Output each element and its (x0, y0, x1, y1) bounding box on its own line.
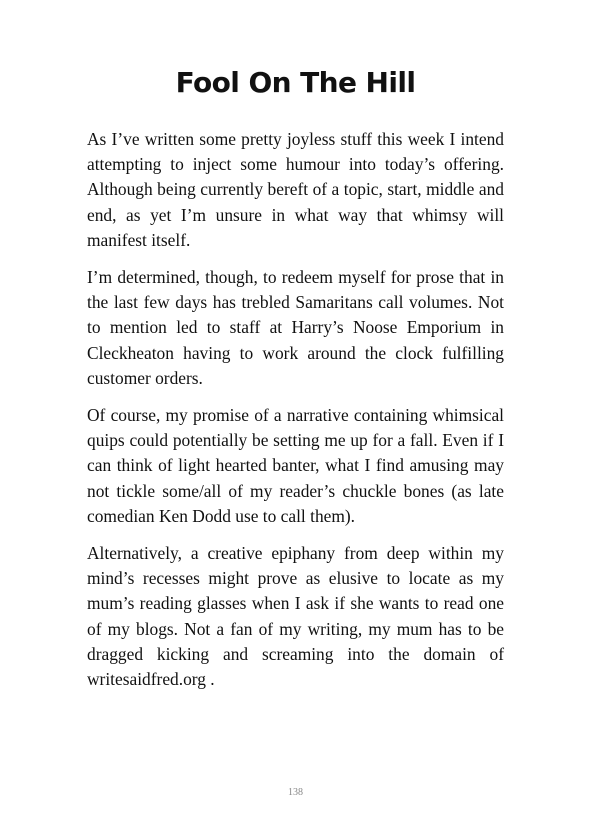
paragraph-4: Alternatively, a creative epiphany from deep within my mind’s recesses might prove as elusive to locate as my mum’s reading glasses when I ask if she wants to read one of my blogs. Not a fan of my writing, my mum has to be dragged kicking and screaming into the domain of writesaidfred.org . (87, 543, 504, 690)
page-number: 138 (288, 787, 303, 798)
paragraph-2: I’m determined, though, to redeem myself for prose that in the last few days has trebled Samaritans call volumes. Not to mention led to staff at Harry’s Noose Emporium in Cleckheaton having to work around the clock fulfilling customer orders. (87, 267, 504, 388)
paragraph-3: Of course, my promise of a narrative containing whimsical quips could potentially be setting me up for a fall. Even if I can think of light hearted banter, what I find amusing may not tickle some/all of my reader’s chuckle bones (as late comedian Ken Dodd use to call them). (87, 405, 504, 526)
page-title: Fool On The Hill (175, 66, 416, 99)
body-text (87, 127, 504, 704)
paragraph-1: As I’ve written some pretty joyless stuff this week I intend attempting to inject some humour into today’s offering. Although being currently bereft of a topic, start, middle and end, as yet I’m unsure in what way that whimsy will manifest itself. (87, 129, 504, 250)
